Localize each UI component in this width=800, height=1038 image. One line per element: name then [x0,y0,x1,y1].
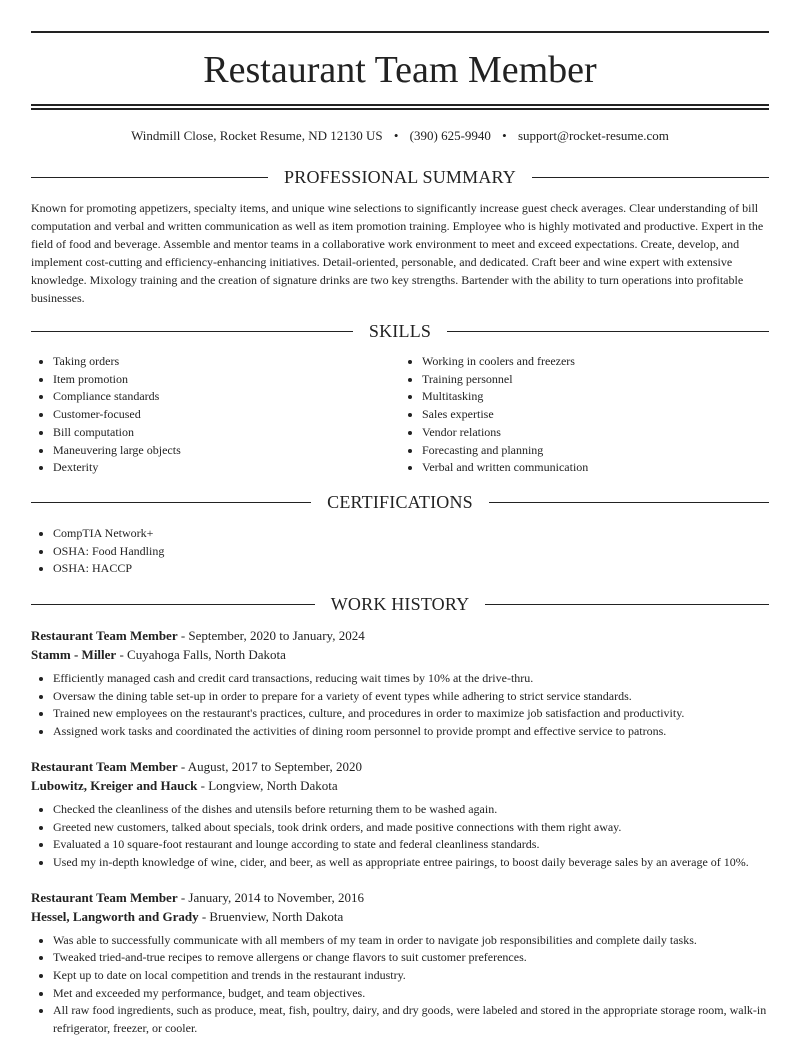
resume-title: Restaurant Team Member [203,49,597,91]
job-bullet: • Met and exceeded my performance, budget, and team objectives. [53,985,769,1003]
job-bullets [31,670,769,741]
job-company: Stamm - Miller [31,647,117,663]
title-double-rule [31,104,769,110]
job-bullet: • Greeted new customers, talked about specials, took drink orders, and made positive connections with them right away. [53,819,769,837]
job-bullet: • All raw food ingredients, such as produce, meat, fish, poultry, dairy, and dry goods, were labeled and stored in the appropriate storage room, walk-in refrigerator, freezer, or cooler. [53,1002,769,1037]
job-location: - Longview, North Dakota [197,777,338,793]
top-rule [31,31,769,33]
skill-item: • Verbal and written communication [422,459,769,477]
divider [485,604,769,605]
skill-item: • Compliance standards [53,388,400,406]
divider [31,331,353,332]
job-company-line [31,645,769,664]
job-title: Restaurant Team Member [31,889,178,905]
skills-column-left [31,353,400,477]
job-location: - Cuyahoga Falls, North Dakota [116,647,286,663]
certification-item: • OSHA: Food Handling [53,543,769,561]
certification-item: • CompTIA Network+ [53,525,769,543]
contact-separator: • [502,128,507,143]
job-bullet: • Used my in-depth knowledge of wine, cider, and beer, as well as appropriate entree pairings, to boost daily beverage sales by an average of 10%. [53,854,769,872]
skills-list [31,353,769,477]
skill-item: • Taking orders [53,353,400,371]
job-dates: - August, 2017 to September, 2020 [177,758,362,774]
job-bullet: • Trained new employees on the restaurant's practices, culture, and procedures in order to maximize job satisfaction and productivity. [53,705,769,723]
section-heading-certifications [31,491,769,515]
job-dates: - September, 2020 to January, 2024 [177,628,365,644]
job-company: Hessel, Langworth and Grady [31,908,199,924]
job-entry [31,757,769,872]
skill-item: • Sales expertise [422,406,769,424]
job-bullets [31,932,769,1038]
certifications-list [31,525,769,578]
job-company-line [31,907,769,926]
section-heading-work-history [31,592,769,616]
section-title: SKILLS [368,320,432,341]
job-entry [31,626,769,741]
section-title: WORK HISTORY [330,593,470,614]
job-bullet: • Was able to successfully communicate with all members of my team in order to navigate job responsibilities and complete daily tasks. [53,932,769,950]
resume-page [31,0,769,1038]
job-bullet: • Oversaw the dining table set-up in order to prepare for a variety of event types while adhering to strict service standards. [53,688,769,706]
job-bullet: • Efficiently managed cash and credit card transactions, reducing wait times by 10% at the drive-thru. [53,670,769,688]
section-title: CERTIFICATIONS [327,492,473,513]
job-bullet: • Tweaked tried-and-true recipes to remove allergens or change flavors to suit customer preferences. [53,949,769,967]
job-bullet: • Assigned work tasks and coordinated the activities of dining room personnel to provide prompt and effective service to patrons. [53,723,769,741]
skills-column-right [400,353,769,477]
job-entry [31,888,769,1038]
job-title: Restaurant Team Member [31,628,178,644]
skill-item: • Item promotion [53,371,400,389]
section-title: PROFESSIONAL SUMMARY [284,166,516,187]
divider [31,177,268,178]
skill-item: • Vendor relations [422,424,769,442]
job-bullet: • Evaluated a 10 square-foot restaurant and lounge according to state and federal cleanliness standards. [53,836,769,854]
contact-line [31,127,769,145]
job-company: Lubowitz, Kreiger and Hauck [31,777,198,793]
skill-item: • Maneuvering large objects [53,442,400,460]
job-bullet: • Checked the cleanliness of the dishes and utensils before returning them to be washed again. [53,801,769,819]
contact-address: Windmill Close, Rocket Resume, ND 12130 US [131,128,383,143]
section-heading-summary [31,165,769,189]
contact-email: support@rocket-resume.com [517,128,669,143]
skill-item: • Training personnel [422,371,769,389]
job-dates: - January, 2014 to November, 2016 [177,889,364,905]
job-bullets [31,801,769,872]
contact-phone: (390) 625-9940 [409,128,491,143]
job-title: Restaurant Team Member [31,758,178,774]
certification-item: • OSHA: HACCP [53,560,769,578]
skill-item: • Multitasking [422,388,769,406]
job-bullet: • Kept up to date on local competition and trends in the restaurant industry. [53,967,769,985]
divider [31,604,315,605]
skill-item: • Working in coolers and freezers [422,353,769,371]
skill-item: • Forecasting and planning [422,442,769,460]
skill-item: • Dexterity [53,459,400,477]
job-company-line [31,776,769,795]
contact-separator: • [393,128,399,143]
job-location: - Bruenview, North Dakota [198,908,344,924]
divider [532,177,769,178]
skill-item: • Customer-focused [53,406,400,424]
summary-text: Known for promoting appetizers, specialty items, and unique wine selections to significantly increase guest check averages. Clear understanding of bill computation and verbal and written communication as well as item promotion training. Employee who is highly motivated and productive. Expert in the field of food and beverage. Assemble and mentor teams in a collaborative work environment to meet and exceed expectations. Create, develop, and implement cost-cutting and efficiency-enhancing initiatives. Detail-oriented, personable, and dedicated. Craft beer and wine expert with extensive knowledge. Mixology training and the creation of signature drinks are two key strengths. Bartender with the ability to turn operations into profitable businesses. [31,201,764,305]
job-title-line [31,757,769,776]
section-heading-skills [31,319,769,343]
divider [489,502,769,503]
divider [447,331,769,332]
job-title-line [31,888,769,907]
skill-item: • Bill computation [53,424,400,442]
divider [31,502,311,503]
job-title-line [31,626,769,645]
